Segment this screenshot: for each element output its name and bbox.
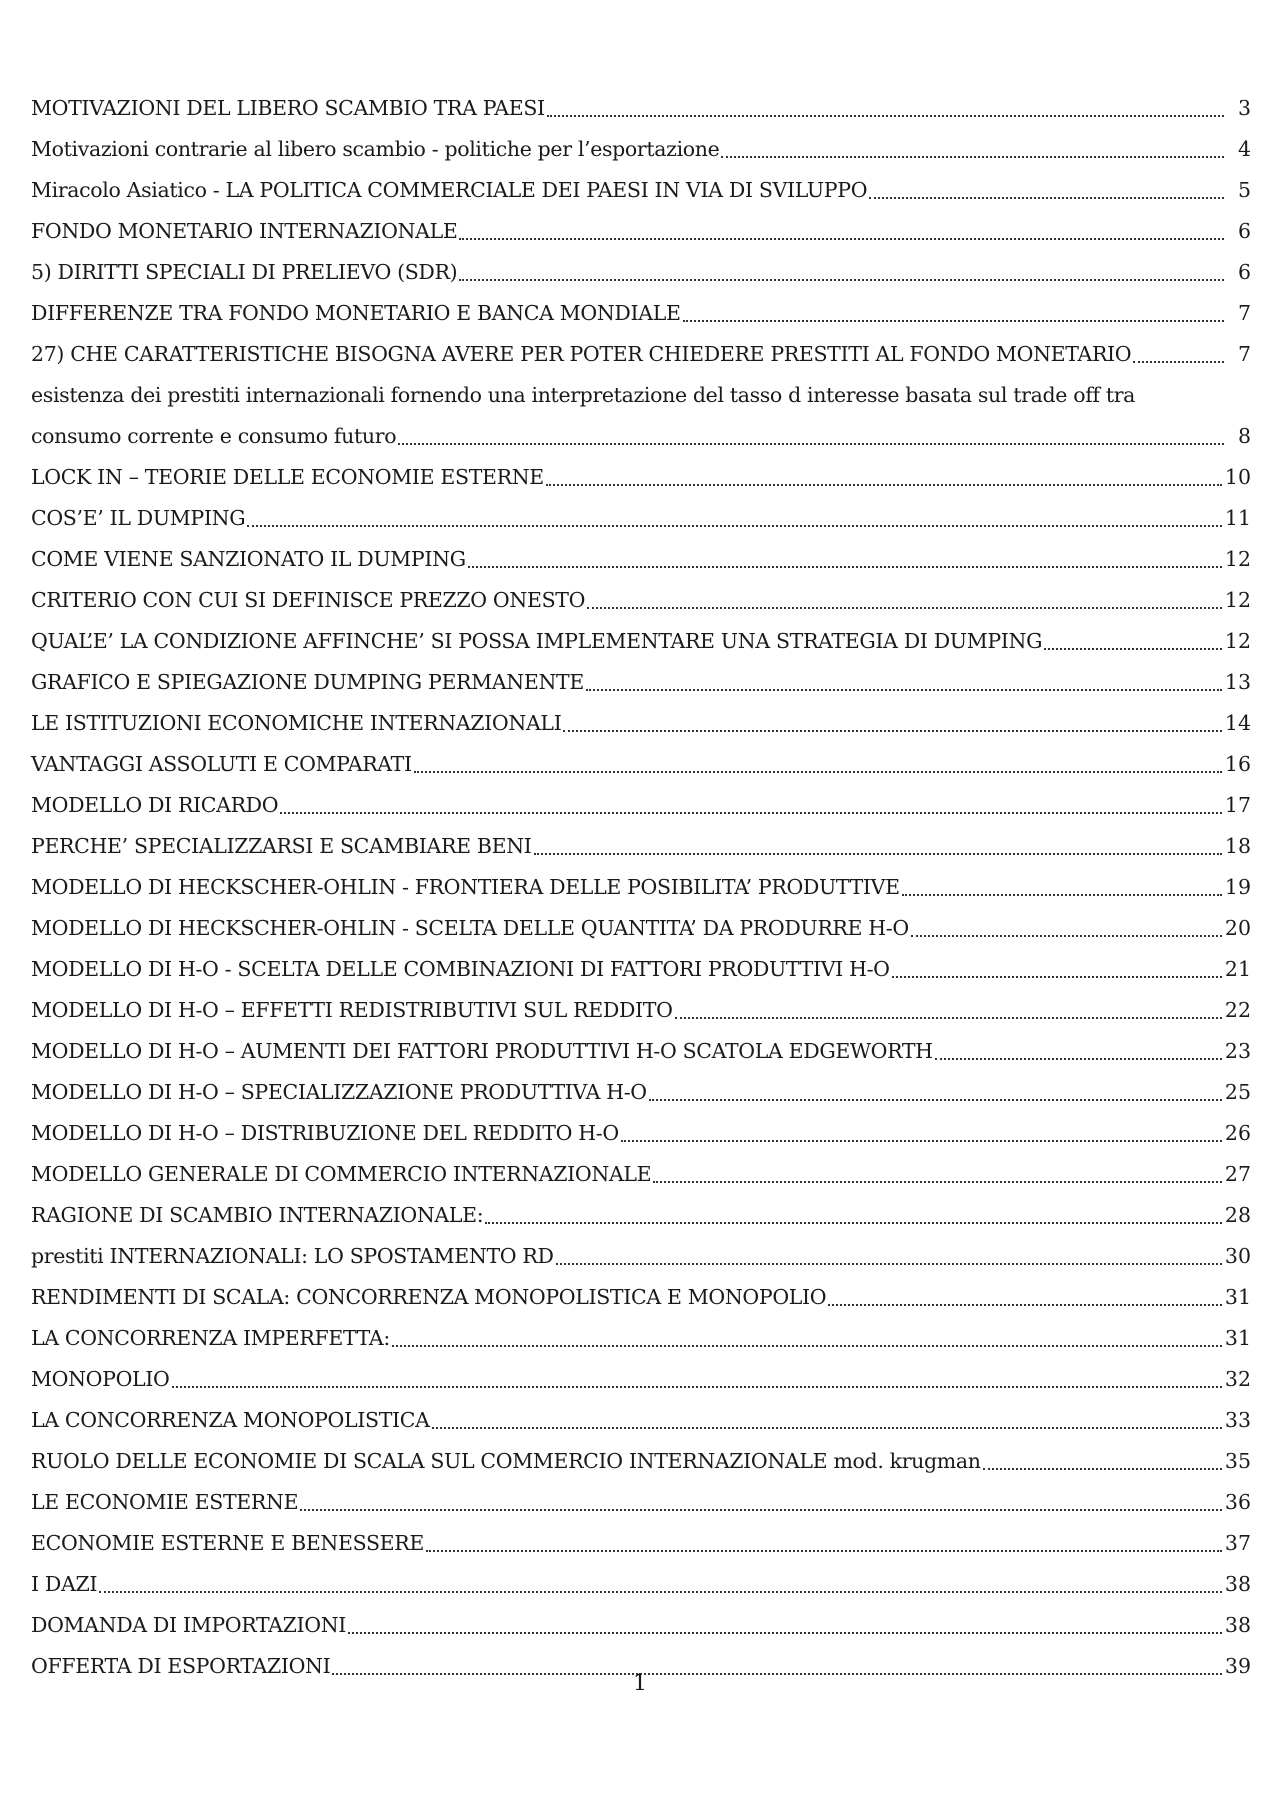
toc-entry[interactable] <box>31 1359 1251 1400</box>
toc-entry-title: CRITERIO CON CUI SI DEFINISCE PREZZO ONESTO <box>31 588 586 612</box>
toc-entry-page: 21 <box>1224 957 1251 981</box>
toc-entry-page: 36 <box>1224 1490 1251 1514</box>
toc-entry[interactable] <box>31 88 1251 129</box>
toc-entry[interactable] <box>31 1441 1251 1482</box>
toc-entry[interactable] <box>31 129 1251 170</box>
toc-entry[interactable] <box>31 1113 1251 1154</box>
toc-entry-page: 38 <box>1224 1613 1251 1637</box>
toc-entry[interactable] <box>31 498 1251 539</box>
toc-entry-title: GRAFICO E SPIEGAZIONE DUMPING PERMANENTE <box>31 670 584 694</box>
toc-entry[interactable] <box>31 1523 1251 1564</box>
dot-leader <box>683 320 1224 322</box>
dot-leader <box>485 1222 1222 1224</box>
toc-entry[interactable] <box>31 1236 1251 1277</box>
toc-entry-title: RAGIONE DI SCAMBIO INTERNAZIONALE: <box>31 1203 484 1227</box>
toc-entry[interactable] <box>31 785 1251 826</box>
toc-entry-title: ECONOMIE ESTERNE E BENESSERE <box>31 1531 424 1555</box>
dot-leader <box>587 607 1222 609</box>
dot-leader <box>172 1386 1222 1388</box>
toc-entry-page: 35 <box>1224 1449 1251 1473</box>
toc-entry-page: 12 <box>1224 547 1251 571</box>
toc-entry[interactable] <box>31 703 1251 744</box>
toc-entry-title: I DAZI <box>31 1572 98 1596</box>
toc-entry[interactable] <box>31 211 1251 252</box>
dot-leader <box>459 279 1224 281</box>
toc-entry-title: LA CONCORRENZA MONOPOLISTICA <box>31 1408 430 1432</box>
dot-leader <box>547 115 1224 117</box>
toc-entry-page: 37 <box>1224 1531 1251 1555</box>
dot-leader <box>869 197 1224 199</box>
dot-leader <box>721 156 1224 158</box>
toc-entry[interactable] <box>31 949 1251 990</box>
dot-leader <box>892 976 1222 978</box>
toc-entry-title: MODELLO DI H-O - SCELTA DELLE COMBINAZIONI DI FATTORI PRODUTTIVI H-O <box>31 957 890 981</box>
dot-leader <box>432 1427 1222 1429</box>
toc-entry-title: DOMANDA DI IMPORTAZIONI <box>31 1613 347 1637</box>
toc-entry-title: LE ISTITUZIONI ECONOMICHE INTERNAZIONALI <box>31 711 562 735</box>
toc-entry-title: DIFFERENZE TRA FONDO MONETARIO E BANCA MONDIALE <box>31 301 681 325</box>
toc-entry-title: COME VIENE SANZIONATO IL DUMPING <box>31 547 466 571</box>
dot-leader <box>468 566 1222 568</box>
toc-entry[interactable] <box>31 662 1251 703</box>
toc-entry-title: LOCK IN – TEORIE DELLE ECONOMIE ESTERNE <box>31 465 544 489</box>
toc-entry-page: 18 <box>1224 834 1251 858</box>
toc-entry-title: MODELLO DI HECKSCHER-OHLIN - SCELTA DELLE QUANTITA’ DA PRODURRE H-O <box>31 916 909 940</box>
dot-leader <box>653 1181 1222 1183</box>
toc-entry-title: RENDIMENTI DI SCALA: CONCORRENZA MONOPOLISTICA E MONOPOLIO <box>31 1285 827 1309</box>
toc-entry-page: 12 <box>1224 629 1251 653</box>
toc-entry[interactable] <box>31 334 1251 375</box>
toc-entry[interactable] <box>31 539 1251 580</box>
toc-entry-page: 19 <box>1224 875 1251 899</box>
toc-entry-title: RUOLO DELLE ECONOMIE DI SCALA SUL COMMERCIO INTERNAZIONALE mod. krugman <box>31 1449 981 1473</box>
toc-entry-title: OFFERTA DI ESPORTAZIONI <box>31 1654 331 1678</box>
toc-entry[interactable] <box>31 170 1251 211</box>
toc-entry[interactable] <box>31 1195 1251 1236</box>
toc-entry-page: 3 <box>1237 96 1251 120</box>
toc-entry-page: 11 <box>1224 506 1251 530</box>
toc-entry-title: Motivazioni contrarie al libero scambio - politiche per l’esportazione <box>31 137 720 161</box>
dot-leader <box>621 1140 1222 1142</box>
dot-leader <box>398 443 1224 445</box>
toc-entry[interactable] <box>31 1277 1251 1318</box>
toc-entry-page: 28 <box>1224 1203 1251 1227</box>
toc-entry-title-continued: consumo corrente e consumo futuro <box>31 424 397 448</box>
toc-entry-title: FONDO MONETARIO INTERNAZIONALE <box>31 219 458 243</box>
toc-entry[interactable] <box>31 1154 1251 1195</box>
toc-entry-page: 25 <box>1224 1080 1251 1104</box>
toc-entry-page: 39 <box>1224 1654 1251 1678</box>
toc-entry[interactable] <box>31 375 1251 457</box>
toc-entry[interactable] <box>31 1318 1251 1359</box>
toc-entry-title: MODELLO DI HECKSCHER-OHLIN - FRONTIERA DELLE POSIBILITA’ PRODUTTIVE <box>31 875 900 899</box>
toc-entry[interactable] <box>31 621 1251 662</box>
dot-leader <box>247 525 1222 527</box>
toc-entry[interactable] <box>31 1400 1251 1441</box>
toc-entry-page: 33 <box>1224 1408 1251 1432</box>
toc-entry-page: 13 <box>1224 670 1251 694</box>
toc-entry-title: QUAL’E’ LA CONDIZIONE AFFINCHE’ SI POSSA IMPLEMENTARE UNA STRATEGIA DI DUMPING <box>31 629 1043 653</box>
dot-leader <box>911 935 1222 937</box>
toc-entry-title: MODELLO DI H-O – DISTRIBUZIONE DEL REDDITO H-O <box>31 1121 619 1145</box>
toc-entry[interactable] <box>31 867 1251 908</box>
dot-leader <box>426 1550 1222 1552</box>
toc-entry-title: MONOPOLIO <box>31 1367 170 1391</box>
dot-leader <box>546 484 1222 486</box>
dot-leader <box>902 894 1222 896</box>
dot-leader <box>675 1017 1222 1019</box>
dot-leader <box>459 238 1224 240</box>
toc-entry[interactable] <box>31 744 1251 785</box>
toc-entry-page: 12 <box>1224 588 1251 612</box>
toc-entry-title: VANTAGGI ASSOLUTI E COMPARATI <box>31 752 412 776</box>
toc-entry-title: MODELLO DI H-O – AUMENTI DEI FATTORI PRODUTTIVI H-O SCATOLA EDGEWORTH <box>31 1039 933 1063</box>
toc-entry[interactable] <box>31 457 1251 498</box>
toc-entry-title: 27) CHE CARATTERISTICHE BISOGNA AVERE PER POTER CHIEDERE PRESTITI AL FONDO MONETARIO <box>31 342 1132 366</box>
dot-leader <box>280 812 1222 814</box>
dot-leader <box>99 1591 1222 1593</box>
toc-entry-page: 22 <box>1224 998 1251 1022</box>
dot-leader <box>935 1058 1222 1060</box>
toc-entry-page: 4 <box>1237 137 1251 161</box>
toc-entry-title: prestiti INTERNAZIONALI: LO SPOSTAMENTO RD <box>31 1244 554 1268</box>
toc-entry-page: 17 <box>1224 793 1251 817</box>
dot-leader <box>556 1263 1222 1265</box>
dot-leader <box>392 1345 1222 1347</box>
toc-entry-title: Miracolo Asiatico - LA POLITICA COMMERCIALE DEI PAESI IN VIA DI SVILUPPO <box>31 178 868 202</box>
dot-leader <box>563 730 1221 732</box>
toc-entry-page: 6 <box>1237 260 1251 284</box>
table-of-contents <box>31 88 1251 1687</box>
toc-entry-page: 31 <box>1224 1285 1251 1309</box>
toc-entry[interactable] <box>31 1482 1251 1523</box>
toc-entry-title: COS’E’ IL DUMPING <box>31 506 246 530</box>
toc-entry-page: 16 <box>1224 752 1251 776</box>
toc-entry[interactable] <box>31 908 1251 949</box>
toc-entry-page: 6 <box>1237 219 1251 243</box>
toc-entry-page: 23 <box>1224 1039 1251 1063</box>
toc-entry[interactable] <box>31 580 1251 621</box>
toc-entry[interactable] <box>31 252 1251 293</box>
dot-leader <box>983 1468 1222 1470</box>
toc-entry[interactable] <box>31 990 1251 1031</box>
toc-entry-page: 7 <box>1237 301 1251 325</box>
toc-entry[interactable] <box>31 1031 1251 1072</box>
dot-leader <box>300 1509 1222 1511</box>
dot-leader <box>649 1099 1222 1101</box>
toc-entry[interactable] <box>31 826 1251 867</box>
toc-entry[interactable] <box>31 1605 1251 1646</box>
dot-leader <box>1133 361 1224 363</box>
dot-leader <box>1044 648 1222 650</box>
toc-entry-title: PERCHE’ SPECIALIZZARSI E SCAMBIARE BENI <box>31 834 532 858</box>
toc-entry-page: 26 <box>1224 1121 1251 1145</box>
toc-entry-page: 20 <box>1224 916 1251 940</box>
dot-leader <box>828 1304 1222 1306</box>
dot-leader <box>414 771 1222 773</box>
toc-entry-title: MODELLO GENERALE DI COMMERCIO INTERNAZIONALE <box>31 1162 652 1186</box>
dot-leader <box>534 853 1222 855</box>
toc-entry-title: 5) DIRITTI SPECIALI DI PRELIEVO (SDR) <box>31 260 458 284</box>
toc-entry[interactable] <box>31 1072 1251 1113</box>
toc-entry[interactable] <box>31 293 1251 334</box>
toc-entry-title: LA CONCORRENZA IMPERFETTA: <box>31 1326 390 1350</box>
toc-entry-title: MODELLO DI H-O – SPECIALIZZAZIONE PRODUTTIVA H-O <box>31 1080 647 1104</box>
toc-entry-page: 32 <box>1224 1367 1251 1391</box>
toc-entry-title: LE ECONOMIE ESTERNE <box>31 1490 299 1514</box>
toc-entry-title: MOTIVAZIONI DEL LIBERO SCAMBIO TRA PAESI <box>31 96 545 120</box>
toc-entry-page: 7 <box>1237 342 1251 366</box>
toc-entry-page: 27 <box>1224 1162 1251 1186</box>
toc-entry-page: 10 <box>1224 465 1251 489</box>
dot-leader <box>586 689 1222 691</box>
toc-entry[interactable] <box>31 1564 1251 1605</box>
toc-entry-title: esistenza dei prestiti internazionali fornendo una interpretazione del tasso d interesse basata sul trade off tra <box>31 383 1136 407</box>
toc-entry-title: MODELLO DI H-O – EFFETTI REDISTRIBUTIVI SUL REDDITO <box>31 998 673 1022</box>
toc-entry-page: 31 <box>1224 1326 1251 1350</box>
toc-entry-page: 30 <box>1224 1244 1251 1268</box>
toc-entry-title: MODELLO DI RICARDO <box>31 793 279 817</box>
page-number: 1 <box>633 1671 647 1696</box>
toc-entry-page: 38 <box>1224 1572 1251 1596</box>
toc-entry-page: 14 <box>1224 711 1251 735</box>
dot-leader <box>348 1632 1222 1634</box>
toc-entry-page: 8 <box>1237 424 1251 448</box>
toc-entry-page: 5 <box>1237 178 1251 202</box>
